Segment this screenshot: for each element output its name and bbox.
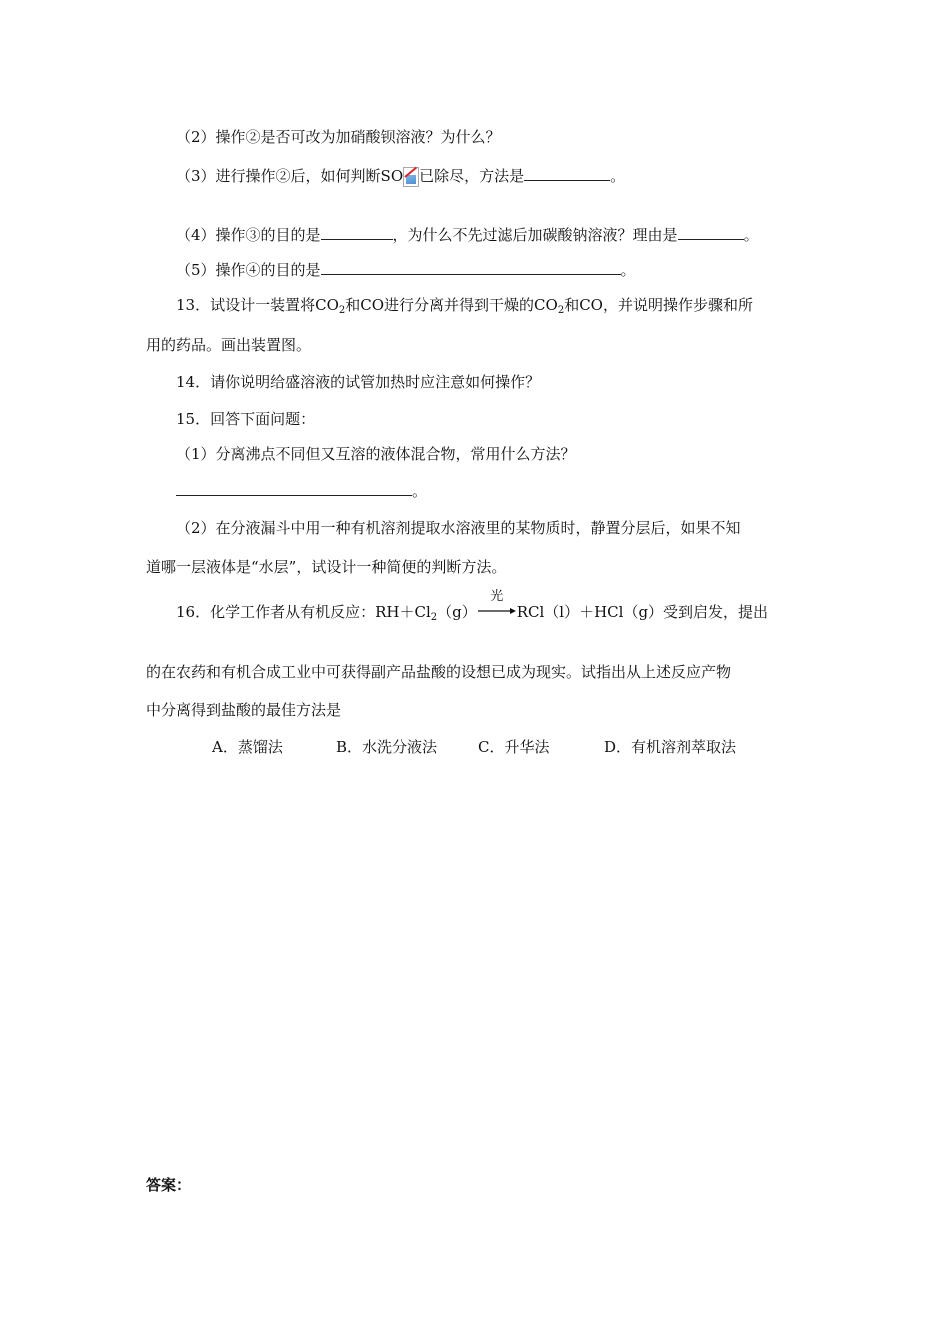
q12-part5-text-a: （5）操作④的目的是 [176, 261, 321, 279]
q12-part2: （2）操作②是否可改为加硝酸钡溶液？为什么？ [176, 128, 501, 146]
q12-part3 [176, 166, 625, 187]
q12-part4-answer-blank-1[interactable] [321, 225, 393, 240]
reaction-arrow [477, 589, 517, 619]
q16-line2: 的在农药和有机合成工业中可获得副产品盐酸的设想已成为现实。试指出从上述反应产物 [146, 663, 732, 681]
q12-part3-end: 。 [610, 167, 626, 185]
q13-text-c: 和CO，并说明操作步骤和所 [564, 296, 753, 314]
q16-choices [212, 737, 736, 757]
q12-part4-text-a: （4）操作③的目的是 [176, 226, 321, 244]
answer-label: 答案： [146, 1176, 192, 1194]
q15-part2-line2: 道哪一层液体是“水层”，试设计一种简便的判断方法。 [146, 558, 507, 576]
q12-part5 [176, 260, 636, 280]
q16-text-c: RCl（l）＋HCl（g）受到启发，提出 [516, 603, 769, 621]
q13-subscript-1: 2 [338, 305, 346, 316]
q15-part1: （1）分离沸点不同但又互溶的液体混合物，常用什么方法？ [176, 445, 576, 463]
q16-subscript: 2 [430, 612, 438, 623]
reaction-arrow-label: 光 [490, 589, 504, 604]
choice-b[interactable]: B．水洗分液法 [336, 738, 438, 756]
choice-d[interactable]: D．有机溶剂萃取法 [604, 738, 737, 756]
q15-part2-line1: （2）在分液漏斗中用一种有机溶剂提取水溶液里的某物质时，静置分层后，如果不知 [176, 519, 741, 537]
q12-part5-answer-blank[interactable] [321, 260, 621, 275]
q12-part3-text-a: （3）进行操作②后，如何判断SO [176, 167, 404, 185]
q12-part4 [176, 225, 759, 245]
q12-part5-end: 。 [620, 261, 636, 279]
q16-line1 [176, 589, 769, 628]
q16-line3: 中分离得到盐酸的最佳方法是 [146, 701, 342, 719]
broken-image-icon [403, 167, 419, 187]
q16-text-b: （g） [437, 603, 477, 621]
q12-part4-end: 。 [743, 226, 759, 244]
q13-text-b: 和CO进行分离并得到干燥的CO [345, 296, 558, 314]
arrow-right-icon [477, 607, 517, 615]
q13-line1 [176, 295, 753, 321]
q12-part4-text-b: ，为什么不先过滤后加碳酸钠溶液？理由是 [392, 226, 678, 244]
q13-subscript-2: 2 [557, 305, 565, 316]
choice-a[interactable]: A．蒸馏法 [212, 738, 283, 756]
q12-part4-answer-blank-2[interactable] [678, 225, 744, 240]
q15-part1-end: 。 [412, 482, 428, 500]
q14-question: 14．请你说明给盛溶液的试管加热时应注意如何操作？ [176, 373, 541, 391]
q13-line2: 用的药品。画出装置图。 [146, 336, 312, 354]
q13-text-a: 13．试设计一装置将CO [176, 296, 339, 314]
q15-title: 15．回答下面问题： [176, 410, 316, 428]
q12-part3-text-b: 已除尽，方法是 [419, 167, 525, 185]
q15-part1-answer-blank[interactable] [176, 481, 412, 496]
q12-part3-answer-blank[interactable] [524, 166, 610, 181]
q15-part1-answer [176, 481, 427, 501]
q16-text-a: 16．化学工作者从有机反应：RH＋Cl [176, 603, 431, 621]
choice-c[interactable]: C．升华法 [478, 738, 550, 756]
